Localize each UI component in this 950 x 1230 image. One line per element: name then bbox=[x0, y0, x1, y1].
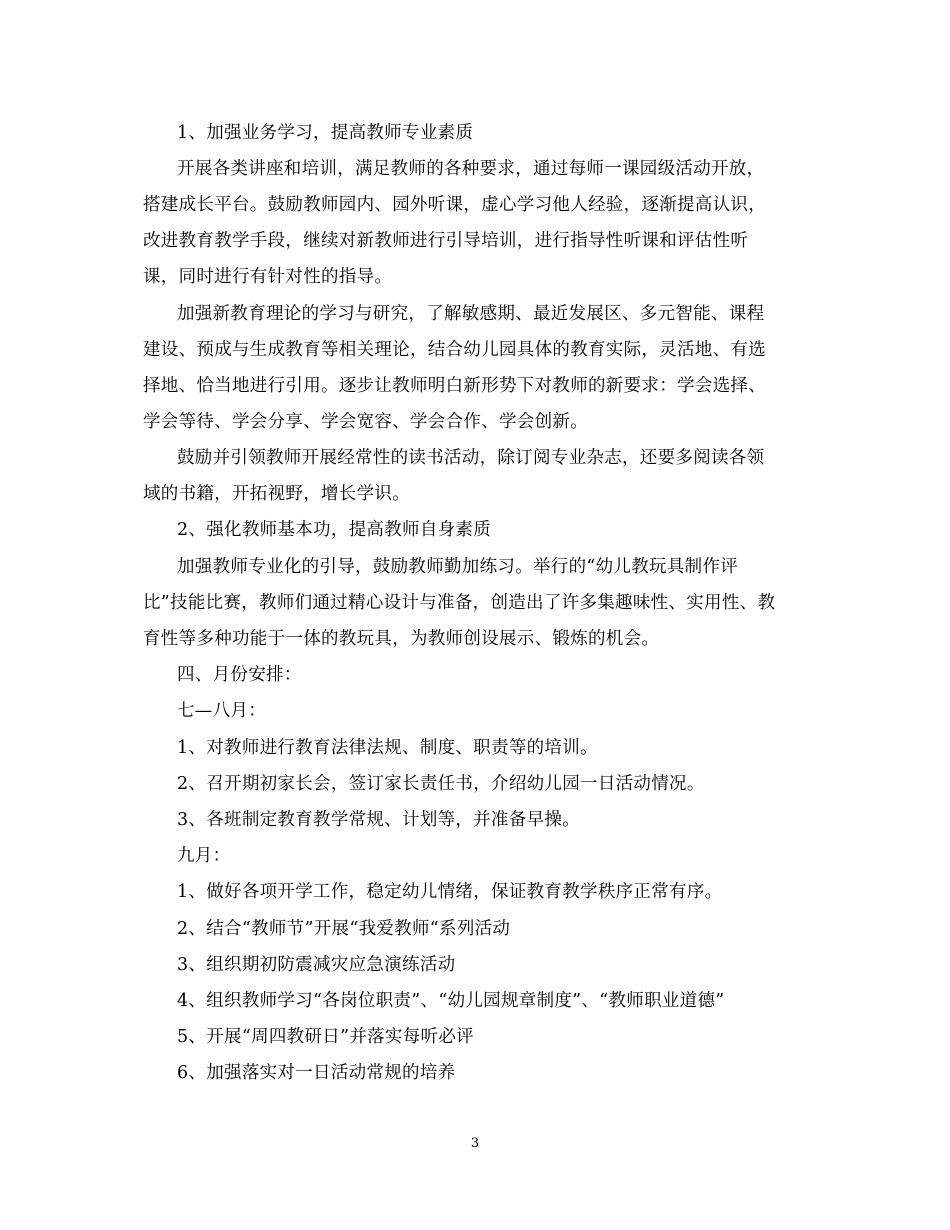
paragraph-line: 育性等多种功能于一体的教玩具，为教师创设展示、锻炼的机会。 bbox=[143, 629, 660, 649]
paragraph-line: 择地、恰当地进行引用。逐步让教师明白新形势下对教师的新要求：学会选择、 bbox=[143, 376, 766, 396]
list-item: 6、加强落实对一日活动常规的培养 bbox=[177, 1063, 456, 1083]
paragraph-line: 搭建成长平台。鼓励教师园内、园外听课，虚心学习他人经验，逐渐提高认识， bbox=[143, 195, 766, 215]
month-heading: 七—八月： bbox=[177, 701, 266, 721]
list-item: 2、结合“教师节”开展“我爱教师“系列活动 bbox=[177, 919, 511, 939]
paragraph-line: 开展各类讲座和培训，满足教师的各种要求，通过每师一课园级活动开放， bbox=[177, 159, 765, 179]
paragraph-line: 鼓励并引领教师开展经常性的读书活动，除订阅专业杂志，还要多阅读各领 bbox=[177, 448, 765, 468]
paragraph-line: 比”技能比赛，教师们通过精心设计与准备，创造出了许多集趣味性、实用性、教 bbox=[143, 593, 776, 613]
month-heading: 九月： bbox=[177, 846, 231, 866]
heading-1: 1、加强业务学习，提高教师专业素质 bbox=[177, 123, 474, 143]
paragraph-line: 加强新教育理论的学习与研究，了解敏感期、最近发展区、多元智能、课程 bbox=[177, 304, 765, 324]
paragraph-line: 课，同时进行有针对性的指导。 bbox=[143, 267, 393, 287]
list-item: 1、对教师进行教育法律法规、制度、职责等的培训。 bbox=[177, 738, 598, 758]
paragraph-line: 加强教师专业化的引导，鼓励教师勤加练习。举行的“幼儿教玩具制作评 bbox=[177, 557, 739, 577]
list-item: 1、做好各项开学工作，稳定幼儿情绪，保证教育教学秩序正常有序。 bbox=[177, 882, 723, 902]
paragraph-line: 建设、预成与生成教育等相关理论，结合幼儿园具体的教育实际，灵活地、有选 bbox=[143, 340, 766, 360]
paragraph-line: 改进教育教学手段，继续对新教师进行引导培训，进行指导性听课和评估性听 bbox=[143, 231, 749, 251]
heading-2: 2、强化教师基本功，提高教师自身素质 bbox=[177, 520, 492, 540]
list-item: 5、开展“周四教研日”并落实每听必评 bbox=[177, 1027, 474, 1047]
section-heading: 四、月份安排： bbox=[177, 665, 302, 685]
paragraph-line: 域的书籍，开拓视野，增长学识。 bbox=[143, 484, 410, 504]
list-item: 3、各班制定教育教学常规、计划等，并准备早操。 bbox=[177, 810, 581, 830]
list-item: 2、召开期初家长会，签订家长责任书，介绍幼儿园一日活动情况。 bbox=[177, 774, 705, 794]
page-number: 3 bbox=[470, 1136, 480, 1151]
list-item: 3、组织期初防震减灾应急演练活动 bbox=[177, 955, 456, 975]
paragraph-line: 学会等待、学会分享、学会宽容、学会合作、学会创新。 bbox=[143, 412, 588, 432]
list-item: 4、组织教师学习“各岗位职责”、“幼儿园规章制度”、“教师职业道德” bbox=[177, 991, 725, 1011]
